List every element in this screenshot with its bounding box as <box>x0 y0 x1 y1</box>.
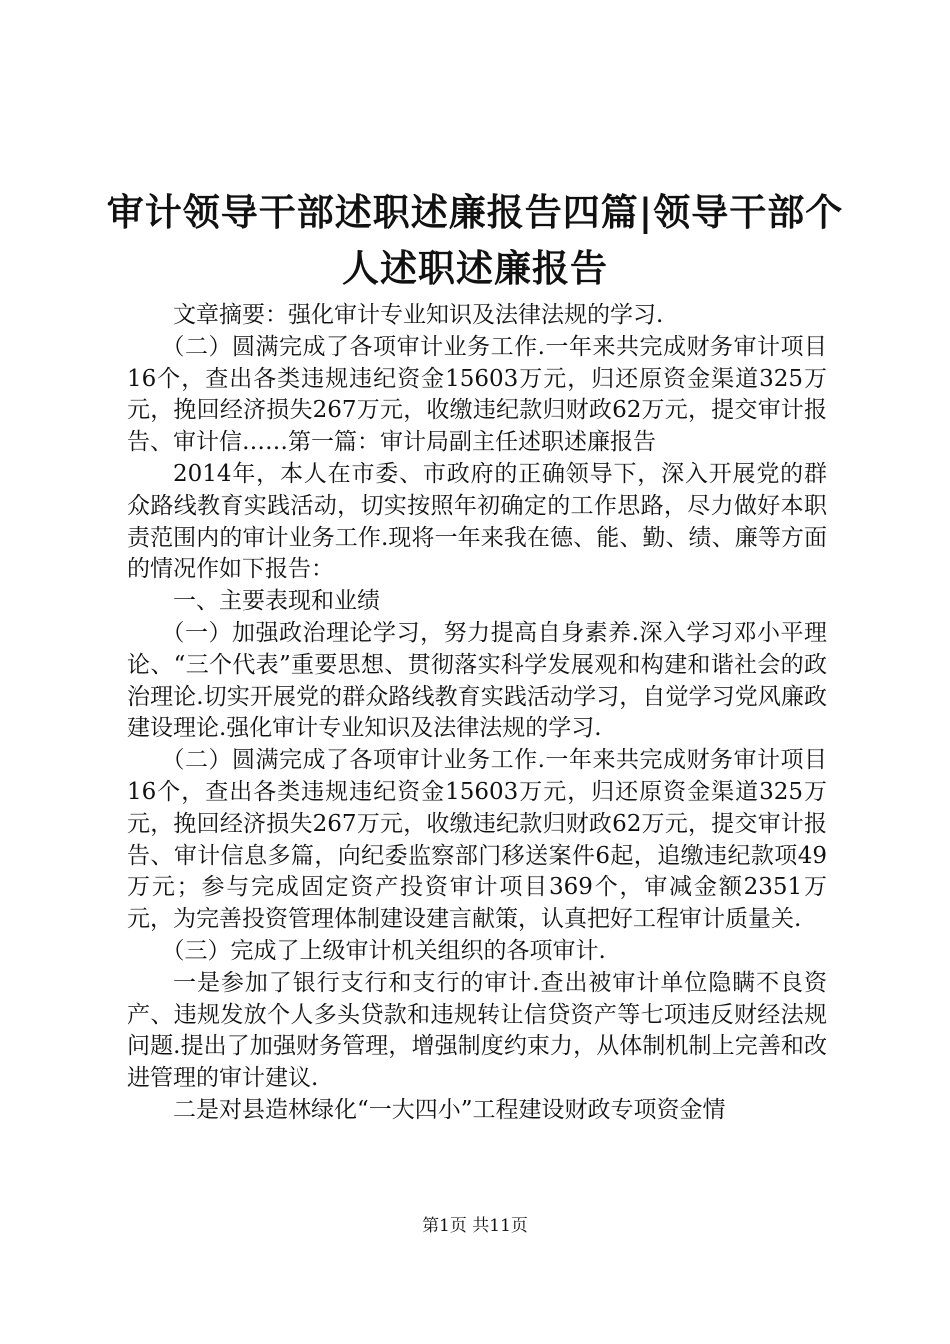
section-heading: 一、主要表现和业绩 <box>173 588 380 615</box>
document-body <box>127 300 827 1127</box>
body-paragraph: （二）圆满完成了各项审计业务工作.一年来共完成财务审计项目16个，查出各类违规违纪资金15603万元，归还原资金渠道325万元，挽回经济损失267万元，收缴违纪款归财政62万元，提交审计报告、审计信……第一篇：审计局副主任述职述廉报告 <box>127 333 827 456</box>
body-paragraph: 2014年，本人在市委、市政府的正确领导下，深入开展党的群众路线教育实践活动，切实按照年初确定的工作思路，尽力做好本职责范围内的审计业务工作.现将一年来我在德、能、勤、绩、廉等方面的情况作如下报告： <box>127 460 827 583</box>
document-title-line-1: 审计领导干部述职述廉报告四篇|领导干部个 <box>106 190 844 234</box>
document-title-line-2: 人述职述廉报告 <box>342 246 608 290</box>
body-paragraph: 一是参加了银行支行和支行的审计.查出被审计单位隐瞒不良资产、违规发放个人多头贷款和违规转让信贷资产等七项违反财经法规问题.提出了加强财务管理，增强制度约束力，从体制机制上完善和改进管理的审计建议. <box>127 969 827 1092</box>
body-paragraph: 二是对县造林绿化“一大四小”工程建设财政专项资金情 <box>173 1096 726 1123</box>
body-paragraph: （一）加强政治理论学习，努力提高自身素养.深入学习邓小平理论、“三个代表”重要思想、贯彻落实科学发展观和构建和谐社会的政治理论.切实开展党的群众路线教育实践活动学习，自觉学习党风廉政建设理论.强化审计专业知识及法律法规的学习. <box>127 619 827 742</box>
abstract-paragraph: 文章摘要：强化审计专业知识及法律法规的学习. <box>173 302 664 328</box>
body-paragraph: （二）圆满完成了各项审计业务工作.一年来共完成财务审计项目16个，查出各类违规违纪资金15603万元，归还原资金渠道325万元，挽回经济损失267万元，收缴违纪款归财政62万元，提交审计报告、审计信息多篇，向纪委监察部门移送案件6起，追缴违纪款项49万元；参与完成固定资产投资审计项目369个，审减金额2351万元，为完善投资管理体制建设建言献策，认真把好工程审计质量关. <box>127 747 827 933</box>
subsection-heading: （三）完成了上级审计机关组织的各项审计. <box>161 937 606 964</box>
page-number-footer: 第1页 共11页 <box>422 1216 528 1236</box>
